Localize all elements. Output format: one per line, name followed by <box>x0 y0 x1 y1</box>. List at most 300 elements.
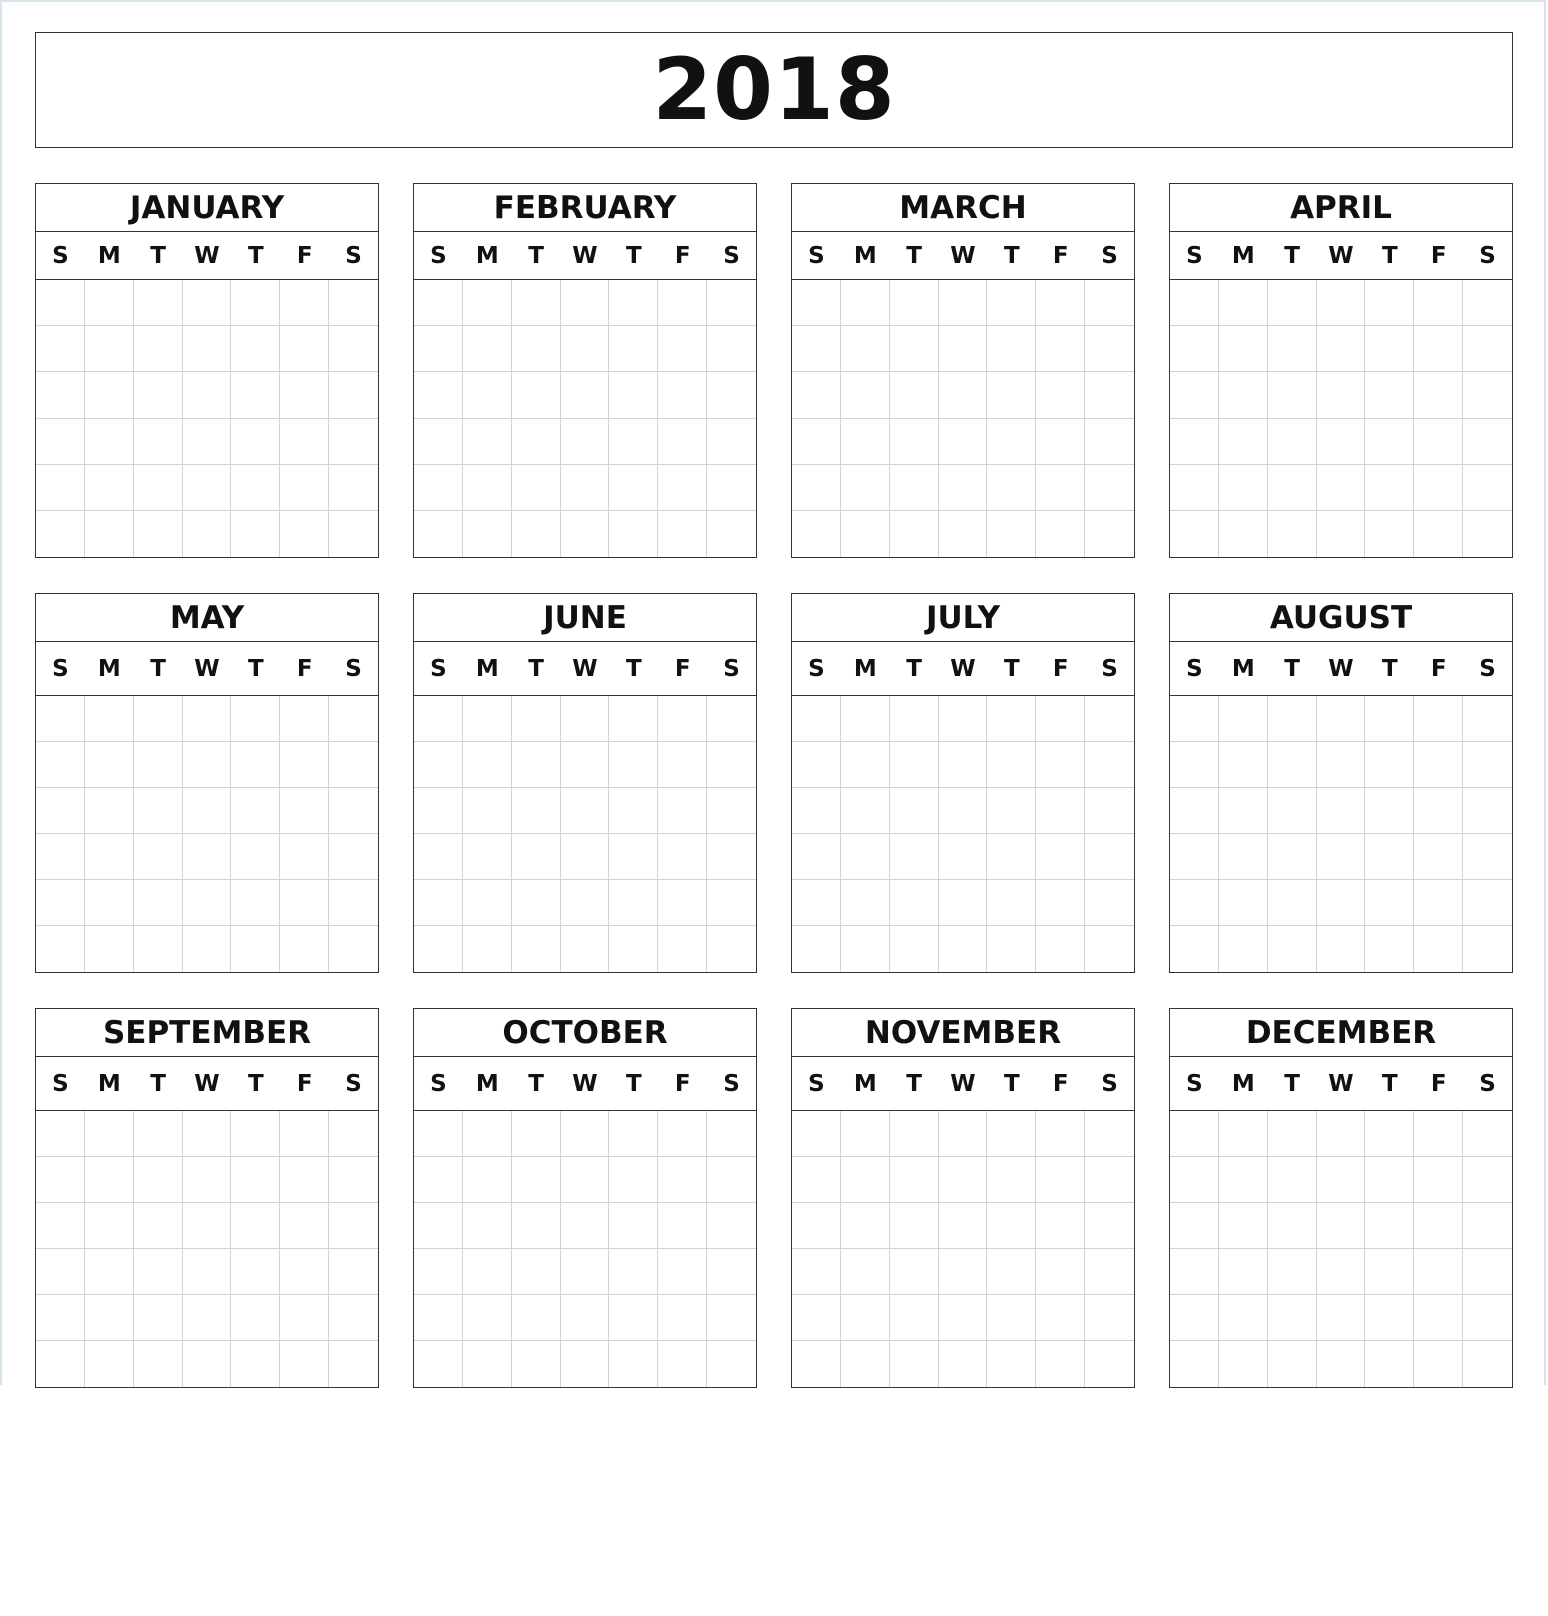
day-cell[interactable] <box>183 1111 232 1157</box>
day-cell[interactable] <box>231 1295 280 1341</box>
day-cell[interactable] <box>658 326 707 372</box>
day-cell[interactable] <box>1414 1341 1463 1387</box>
day-cell[interactable] <box>183 1341 232 1387</box>
day-cell[interactable] <box>987 1341 1036 1387</box>
day-cell[interactable] <box>1414 834 1463 880</box>
day-cell[interactable] <box>329 1157 378 1203</box>
day-cell[interactable] <box>561 419 610 465</box>
day-cell[interactable] <box>939 511 988 557</box>
day-cell[interactable] <box>561 372 610 418</box>
day-cell[interactable] <box>1085 511 1134 557</box>
day-cell[interactable] <box>792 326 841 372</box>
day-cell[interactable] <box>792 511 841 557</box>
day-cell[interactable] <box>841 1341 890 1387</box>
day-cell[interactable] <box>792 742 841 788</box>
day-cell[interactable] <box>414 834 463 880</box>
day-cell[interactable] <box>463 926 512 972</box>
day-cell[interactable] <box>609 926 658 972</box>
day-cell[interactable] <box>1414 1203 1463 1249</box>
day-cell[interactable] <box>512 326 561 372</box>
day-cell[interactable] <box>890 1341 939 1387</box>
day-cell[interactable] <box>231 880 280 926</box>
day-cell[interactable] <box>609 326 658 372</box>
day-cell[interactable] <box>134 1341 183 1387</box>
day-cell[interactable] <box>707 1157 756 1203</box>
day-cell[interactable] <box>231 1157 280 1203</box>
day-cell[interactable] <box>1219 372 1268 418</box>
day-cell[interactable] <box>36 1157 85 1203</box>
day-cell[interactable] <box>231 280 280 326</box>
day-cell[interactable] <box>987 742 1036 788</box>
day-cell[interactable] <box>792 880 841 926</box>
day-cell[interactable] <box>1170 280 1219 326</box>
day-cell[interactable] <box>1365 742 1414 788</box>
day-cell[interactable] <box>939 926 988 972</box>
day-cell[interactable] <box>463 696 512 742</box>
day-cell[interactable] <box>1268 372 1317 418</box>
day-cell[interactable] <box>792 1157 841 1203</box>
day-cell[interactable] <box>841 419 890 465</box>
day-cell[interactable] <box>890 926 939 972</box>
day-cell[interactable] <box>1414 926 1463 972</box>
day-cell[interactable] <box>1317 1249 1366 1295</box>
day-cell[interactable] <box>1036 926 1085 972</box>
day-cell[interactable] <box>1036 1111 1085 1157</box>
day-cell[interactable] <box>707 880 756 926</box>
day-cell[interactable] <box>231 1203 280 1249</box>
day-cell[interactable] <box>1268 1295 1317 1341</box>
day-cell[interactable] <box>280 419 329 465</box>
day-cell[interactable] <box>1463 419 1512 465</box>
day-cell[interactable] <box>414 1157 463 1203</box>
day-cell[interactable] <box>939 742 988 788</box>
day-cell[interactable] <box>1365 926 1414 972</box>
day-cell[interactable] <box>707 1111 756 1157</box>
day-cell[interactable] <box>1268 1341 1317 1387</box>
day-cell[interactable] <box>1317 788 1366 834</box>
day-cell[interactable] <box>939 280 988 326</box>
day-cell[interactable] <box>36 326 85 372</box>
day-cell[interactable] <box>1268 280 1317 326</box>
day-cell[interactable] <box>280 280 329 326</box>
day-cell[interactable] <box>1414 742 1463 788</box>
day-cell[interactable] <box>134 696 183 742</box>
day-cell[interactable] <box>707 926 756 972</box>
day-cell[interactable] <box>134 788 183 834</box>
day-cell[interactable] <box>1219 1249 1268 1295</box>
day-cell[interactable] <box>1365 326 1414 372</box>
day-cell[interactable] <box>512 1111 561 1157</box>
day-cell[interactable] <box>414 926 463 972</box>
day-cell[interactable] <box>939 834 988 880</box>
day-cell[interactable] <box>1463 280 1512 326</box>
day-cell[interactable] <box>792 419 841 465</box>
day-cell[interactable] <box>890 511 939 557</box>
day-cell[interactable] <box>512 1249 561 1295</box>
day-cell[interactable] <box>512 1157 561 1203</box>
day-cell[interactable] <box>707 280 756 326</box>
day-cell[interactable] <box>987 511 1036 557</box>
day-cell[interactable] <box>1414 326 1463 372</box>
day-cell[interactable] <box>36 511 85 557</box>
day-cell[interactable] <box>987 372 1036 418</box>
day-cell[interactable] <box>561 465 610 511</box>
day-cell[interactable] <box>1219 788 1268 834</box>
day-cell[interactable] <box>1414 419 1463 465</box>
day-cell[interactable] <box>1219 1157 1268 1203</box>
day-cell[interactable] <box>1036 280 1085 326</box>
day-cell[interactable] <box>1365 1295 1414 1341</box>
day-cell[interactable] <box>1365 788 1414 834</box>
day-cell[interactable] <box>1085 696 1134 742</box>
day-cell[interactable] <box>280 1157 329 1203</box>
day-cell[interactable] <box>561 880 610 926</box>
day-cell[interactable] <box>561 696 610 742</box>
day-cell[interactable] <box>1317 465 1366 511</box>
day-cell[interactable] <box>1268 696 1317 742</box>
day-cell[interactable] <box>329 696 378 742</box>
day-cell[interactable] <box>792 696 841 742</box>
day-cell[interactable] <box>1317 880 1366 926</box>
day-cell[interactable] <box>1036 696 1085 742</box>
day-cell[interactable] <box>1036 742 1085 788</box>
day-cell[interactable] <box>512 1295 561 1341</box>
day-cell[interactable] <box>329 465 378 511</box>
day-cell[interactable] <box>707 511 756 557</box>
day-cell[interactable] <box>561 926 610 972</box>
day-cell[interactable] <box>1463 926 1512 972</box>
day-cell[interactable] <box>280 926 329 972</box>
day-cell[interactable] <box>36 1203 85 1249</box>
day-cell[interactable] <box>1463 372 1512 418</box>
day-cell[interactable] <box>1268 788 1317 834</box>
day-cell[interactable] <box>658 880 707 926</box>
day-cell[interactable] <box>890 326 939 372</box>
day-cell[interactable] <box>890 419 939 465</box>
day-cell[interactable] <box>1365 372 1414 418</box>
day-cell[interactable] <box>512 1203 561 1249</box>
day-cell[interactable] <box>561 742 610 788</box>
day-cell[interactable] <box>280 834 329 880</box>
day-cell[interactable] <box>890 788 939 834</box>
day-cell[interactable] <box>658 926 707 972</box>
day-cell[interactable] <box>1036 511 1085 557</box>
day-cell[interactable] <box>658 372 707 418</box>
day-cell[interactable] <box>329 926 378 972</box>
day-cell[interactable] <box>134 372 183 418</box>
day-cell[interactable] <box>841 372 890 418</box>
day-cell[interactable] <box>1268 926 1317 972</box>
day-cell[interactable] <box>890 742 939 788</box>
day-cell[interactable] <box>512 280 561 326</box>
day-cell[interactable] <box>658 1157 707 1203</box>
day-cell[interactable] <box>1170 419 1219 465</box>
day-cell[interactable] <box>1085 372 1134 418</box>
day-cell[interactable] <box>890 834 939 880</box>
day-cell[interactable] <box>280 1341 329 1387</box>
day-cell[interactable] <box>1463 834 1512 880</box>
day-cell[interactable] <box>85 465 134 511</box>
day-cell[interactable] <box>280 326 329 372</box>
day-cell[interactable] <box>183 880 232 926</box>
day-cell[interactable] <box>1219 926 1268 972</box>
day-cell[interactable] <box>1268 742 1317 788</box>
day-cell[interactable] <box>707 465 756 511</box>
day-cell[interactable] <box>841 1157 890 1203</box>
day-cell[interactable] <box>512 372 561 418</box>
day-cell[interactable] <box>1036 788 1085 834</box>
day-cell[interactable] <box>1268 1203 1317 1249</box>
day-cell[interactable] <box>414 372 463 418</box>
day-cell[interactable] <box>1463 1249 1512 1295</box>
day-cell[interactable] <box>1268 1111 1317 1157</box>
day-cell[interactable] <box>1170 788 1219 834</box>
day-cell[interactable] <box>1268 880 1317 926</box>
day-cell[interactable] <box>658 1295 707 1341</box>
day-cell[interactable] <box>939 1111 988 1157</box>
day-cell[interactable] <box>707 372 756 418</box>
day-cell[interactable] <box>1414 1295 1463 1341</box>
day-cell[interactable] <box>841 788 890 834</box>
day-cell[interactable] <box>707 419 756 465</box>
day-cell[interactable] <box>85 696 134 742</box>
day-cell[interactable] <box>414 1295 463 1341</box>
day-cell[interactable] <box>1414 880 1463 926</box>
day-cell[interactable] <box>987 1157 1036 1203</box>
day-cell[interactable] <box>1085 880 1134 926</box>
day-cell[interactable] <box>329 511 378 557</box>
day-cell[interactable] <box>1365 834 1414 880</box>
day-cell[interactable] <box>414 511 463 557</box>
day-cell[interactable] <box>1085 1111 1134 1157</box>
day-cell[interactable] <box>987 280 1036 326</box>
day-cell[interactable] <box>134 1203 183 1249</box>
day-cell[interactable] <box>1219 280 1268 326</box>
day-cell[interactable] <box>1085 834 1134 880</box>
day-cell[interactable] <box>1414 465 1463 511</box>
day-cell[interactable] <box>939 696 988 742</box>
day-cell[interactable] <box>85 511 134 557</box>
day-cell[interactable] <box>1170 742 1219 788</box>
day-cell[interactable] <box>561 511 610 557</box>
day-cell[interactable] <box>1463 696 1512 742</box>
day-cell[interactable] <box>1317 696 1366 742</box>
day-cell[interactable] <box>463 511 512 557</box>
day-cell[interactable] <box>1036 834 1085 880</box>
day-cell[interactable] <box>1036 1249 1085 1295</box>
day-cell[interactable] <box>1219 419 1268 465</box>
day-cell[interactable] <box>1414 1111 1463 1157</box>
day-cell[interactable] <box>463 1341 512 1387</box>
day-cell[interactable] <box>183 280 232 326</box>
day-cell[interactable] <box>36 696 85 742</box>
day-cell[interactable] <box>414 880 463 926</box>
day-cell[interactable] <box>987 419 1036 465</box>
day-cell[interactable] <box>1085 926 1134 972</box>
day-cell[interactable] <box>561 1295 610 1341</box>
day-cell[interactable] <box>841 511 890 557</box>
day-cell[interactable] <box>707 696 756 742</box>
day-cell[interactable] <box>231 788 280 834</box>
day-cell[interactable] <box>280 372 329 418</box>
day-cell[interactable] <box>1365 511 1414 557</box>
day-cell[interactable] <box>1085 1249 1134 1295</box>
day-cell[interactable] <box>231 926 280 972</box>
day-cell[interactable] <box>463 1295 512 1341</box>
day-cell[interactable] <box>792 834 841 880</box>
day-cell[interactable] <box>1317 326 1366 372</box>
day-cell[interactable] <box>707 1295 756 1341</box>
day-cell[interactable] <box>707 788 756 834</box>
day-cell[interactable] <box>183 419 232 465</box>
day-cell[interactable] <box>1414 280 1463 326</box>
day-cell[interactable] <box>1219 696 1268 742</box>
day-cell[interactable] <box>134 926 183 972</box>
day-cell[interactable] <box>134 1249 183 1295</box>
day-cell[interactable] <box>134 280 183 326</box>
day-cell[interactable] <box>1219 1203 1268 1249</box>
day-cell[interactable] <box>1170 511 1219 557</box>
day-cell[interactable] <box>1463 1341 1512 1387</box>
day-cell[interactable] <box>890 465 939 511</box>
day-cell[interactable] <box>561 1341 610 1387</box>
day-cell[interactable] <box>939 1295 988 1341</box>
day-cell[interactable] <box>1219 1341 1268 1387</box>
day-cell[interactable] <box>939 372 988 418</box>
day-cell[interactable] <box>1365 1203 1414 1249</box>
day-cell[interactable] <box>890 696 939 742</box>
day-cell[interactable] <box>1036 1341 1085 1387</box>
day-cell[interactable] <box>609 1157 658 1203</box>
day-cell[interactable] <box>707 326 756 372</box>
day-cell[interactable] <box>1268 465 1317 511</box>
day-cell[interactable] <box>85 834 134 880</box>
day-cell[interactable] <box>183 926 232 972</box>
day-cell[interactable] <box>561 326 610 372</box>
day-cell[interactable] <box>792 1111 841 1157</box>
day-cell[interactable] <box>890 1203 939 1249</box>
day-cell[interactable] <box>280 742 329 788</box>
day-cell[interactable] <box>1219 742 1268 788</box>
day-cell[interactable] <box>1085 788 1134 834</box>
day-cell[interactable] <box>329 280 378 326</box>
day-cell[interactable] <box>707 834 756 880</box>
day-cell[interactable] <box>609 1249 658 1295</box>
day-cell[interactable] <box>183 788 232 834</box>
day-cell[interactable] <box>329 834 378 880</box>
day-cell[interactable] <box>987 1203 1036 1249</box>
day-cell[interactable] <box>1365 465 1414 511</box>
day-cell[interactable] <box>512 696 561 742</box>
day-cell[interactable] <box>658 1111 707 1157</box>
day-cell[interactable] <box>1268 419 1317 465</box>
day-cell[interactable] <box>1085 742 1134 788</box>
day-cell[interactable] <box>231 1111 280 1157</box>
day-cell[interactable] <box>1170 326 1219 372</box>
day-cell[interactable] <box>1219 465 1268 511</box>
day-cell[interactable] <box>1414 372 1463 418</box>
day-cell[interactable] <box>1219 1111 1268 1157</box>
day-cell[interactable] <box>1219 1295 1268 1341</box>
day-cell[interactable] <box>658 788 707 834</box>
day-cell[interactable] <box>792 280 841 326</box>
day-cell[interactable] <box>1036 1203 1085 1249</box>
day-cell[interactable] <box>1317 926 1366 972</box>
day-cell[interactable] <box>1170 696 1219 742</box>
day-cell[interactable] <box>36 834 85 880</box>
day-cell[interactable] <box>1317 1341 1366 1387</box>
day-cell[interactable] <box>414 696 463 742</box>
day-cell[interactable] <box>1317 511 1366 557</box>
day-cell[interactable] <box>85 880 134 926</box>
day-cell[interactable] <box>280 880 329 926</box>
day-cell[interactable] <box>939 788 988 834</box>
day-cell[interactable] <box>658 1203 707 1249</box>
day-cell[interactable] <box>414 742 463 788</box>
day-cell[interactable] <box>987 1111 1036 1157</box>
day-cell[interactable] <box>463 1157 512 1203</box>
day-cell[interactable] <box>183 372 232 418</box>
day-cell[interactable] <box>1085 280 1134 326</box>
day-cell[interactable] <box>1463 880 1512 926</box>
day-cell[interactable] <box>463 280 512 326</box>
day-cell[interactable] <box>512 465 561 511</box>
day-cell[interactable] <box>939 1249 988 1295</box>
day-cell[interactable] <box>658 742 707 788</box>
day-cell[interactable] <box>707 1249 756 1295</box>
day-cell[interactable] <box>609 880 658 926</box>
day-cell[interactable] <box>36 419 85 465</box>
day-cell[interactable] <box>329 1249 378 1295</box>
day-cell[interactable] <box>1317 1203 1366 1249</box>
day-cell[interactable] <box>890 1249 939 1295</box>
day-cell[interactable] <box>1170 1157 1219 1203</box>
day-cell[interactable] <box>183 696 232 742</box>
day-cell[interactable] <box>1219 511 1268 557</box>
day-cell[interactable] <box>329 1203 378 1249</box>
day-cell[interactable] <box>561 1249 610 1295</box>
day-cell[interactable] <box>1268 1157 1317 1203</box>
day-cell[interactable] <box>183 465 232 511</box>
day-cell[interactable] <box>1365 880 1414 926</box>
day-cell[interactable] <box>183 326 232 372</box>
day-cell[interactable] <box>792 465 841 511</box>
day-cell[interactable] <box>1365 1341 1414 1387</box>
day-cell[interactable] <box>463 465 512 511</box>
day-cell[interactable] <box>658 834 707 880</box>
day-cell[interactable] <box>1365 1249 1414 1295</box>
day-cell[interactable] <box>1085 326 1134 372</box>
day-cell[interactable] <box>463 880 512 926</box>
day-cell[interactable] <box>841 326 890 372</box>
day-cell[interactable] <box>609 511 658 557</box>
day-cell[interactable] <box>280 696 329 742</box>
day-cell[interactable] <box>1085 1341 1134 1387</box>
day-cell[interactable] <box>987 1295 1036 1341</box>
day-cell[interactable] <box>1317 1295 1366 1341</box>
day-cell[interactable] <box>134 1111 183 1157</box>
day-cell[interactable] <box>512 926 561 972</box>
day-cell[interactable] <box>414 419 463 465</box>
day-cell[interactable] <box>1463 326 1512 372</box>
day-cell[interactable] <box>609 280 658 326</box>
day-cell[interactable] <box>414 326 463 372</box>
day-cell[interactable] <box>658 1249 707 1295</box>
day-cell[interactable] <box>280 788 329 834</box>
day-cell[interactable] <box>609 419 658 465</box>
day-cell[interactable] <box>1365 419 1414 465</box>
day-cell[interactable] <box>414 1111 463 1157</box>
